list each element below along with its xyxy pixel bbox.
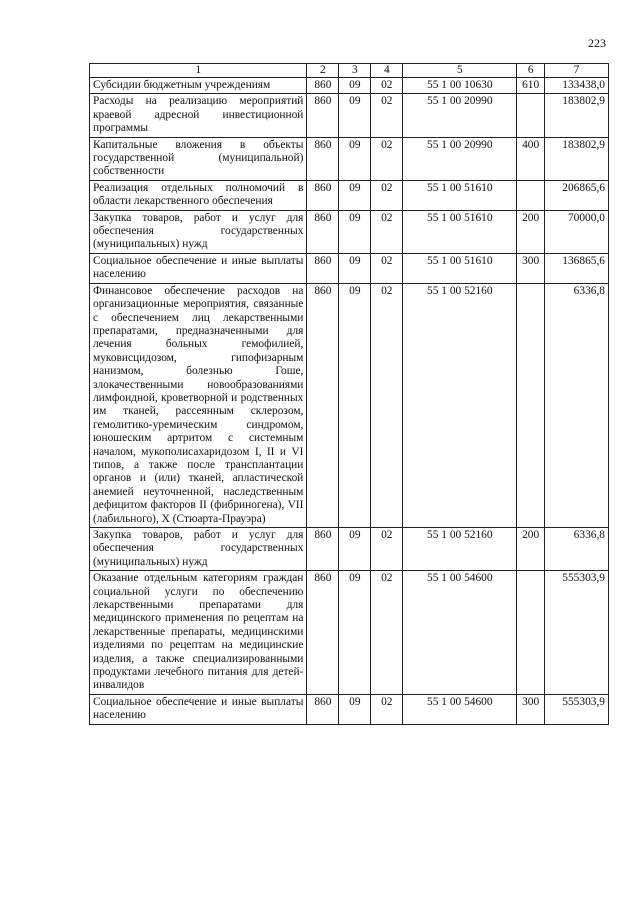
target-article-cell: 55 1 00 10630 <box>403 78 517 94</box>
grbs-code-cell: 860 <box>307 180 339 210</box>
column-header: 3 <box>339 64 371 78</box>
expense-type-cell: 200 <box>517 528 545 571</box>
grbs-code-cell: 860 <box>307 137 339 180</box>
amount-cell: 133438,0 <box>545 78 609 94</box>
table-row <box>90 210 609 253</box>
item-name-cell: Реализация отдельных полномочий в области лекарственного обеспечения <box>90 180 307 210</box>
section-code-cell: 09 <box>339 694 371 724</box>
item-name-cell: Оказание отдельным категориям граждан социальной услуги по обеспечению лекарственными препаратами для медицинского применения по рецептам на лекарственные препараты, медицинскими изделиями по рецептам на медицинские изделия, а также специализированными продуктами лечебного питания для детей-инвалидов <box>90 571 307 695</box>
target-article-cell: 55 1 00 51610 <box>403 253 517 283</box>
amount-cell: 555303,9 <box>545 694 609 724</box>
column-header: 7 <box>545 64 609 78</box>
subsection-code-cell: 02 <box>371 253 403 283</box>
target-article-cell: 55 1 00 20990 <box>403 137 517 180</box>
amount-cell: 206865,6 <box>545 180 609 210</box>
budget-table <box>89 63 609 725</box>
amount-cell: 70000,0 <box>545 210 609 253</box>
page-number: 223 <box>588 36 606 50</box>
expense-type-cell: 300 <box>517 253 545 283</box>
table-row <box>90 94 609 137</box>
table-row <box>90 78 609 94</box>
target-article-cell: 55 1 00 52160 <box>403 528 517 571</box>
item-name-cell: Расходы на реализацию мероприятий краевой адресной инвестиционной программы <box>90 94 307 137</box>
expense-type-cell <box>517 283 545 527</box>
table-body <box>90 78 609 725</box>
grbs-code-cell: 860 <box>307 210 339 253</box>
subsection-code-cell: 02 <box>371 283 403 527</box>
expense-type-cell <box>517 180 545 210</box>
item-name-cell: Закупка товаров, работ и услуг для обеспечения государственных (муниципальных) нужд <box>90 528 307 571</box>
expense-type-cell: 610 <box>517 78 545 94</box>
target-article-cell: 55 1 00 54600 <box>403 571 517 695</box>
subsection-code-cell: 02 <box>371 210 403 253</box>
table-row <box>90 253 609 283</box>
expense-type-cell: 200 <box>517 210 545 253</box>
column-header: 5 <box>403 64 517 78</box>
table-row <box>90 283 609 527</box>
subsection-code-cell: 02 <box>371 528 403 571</box>
grbs-code-cell: 860 <box>307 253 339 283</box>
amount-cell: 183802,9 <box>545 94 609 137</box>
grbs-code-cell: 860 <box>307 528 339 571</box>
amount-cell: 183802,9 <box>545 137 609 180</box>
table-row <box>90 137 609 180</box>
expense-type-cell <box>517 94 545 137</box>
subsection-code-cell: 02 <box>371 180 403 210</box>
grbs-code-cell: 860 <box>307 78 339 94</box>
section-code-cell: 09 <box>339 180 371 210</box>
target-article-cell: 55 1 00 20990 <box>403 94 517 137</box>
item-name-cell: Закупка товаров, работ и услуг для обеспечения государственных (муниципальных) нужд <box>90 210 307 253</box>
target-article-cell: 55 1 00 51610 <box>403 210 517 253</box>
expense-type-cell: 400 <box>517 137 545 180</box>
amount-cell: 6336,8 <box>545 283 609 527</box>
subsection-code-cell: 02 <box>371 571 403 695</box>
section-code-cell: 09 <box>339 137 371 180</box>
table-row <box>90 694 609 724</box>
column-header: 4 <box>371 64 403 78</box>
column-header: 2 <box>307 64 339 78</box>
section-code-cell: 09 <box>339 571 371 695</box>
section-code-cell: 09 <box>339 253 371 283</box>
grbs-code-cell: 860 <box>307 694 339 724</box>
item-name-cell: Финансовое обеспечение расходов на организационные мероприятия, связанные с обеспечением лиц лекарственными препаратами, предназначенными для лечения больных гемофилией, муковисцидозом, гипофизарным нанизмом, болезнью Гоше, злокачественными новообразованиями лимфоидной, кроветворной и родственных им тканей, рассеянным склерозом, гемолитико-уремическим синдромом, юношеским артритом с системным началом, мукополисахаридозом I, II и VI типов, а также после трансплантации органов и (или) тканей, апластической анемией неуточненной, наследственным дефицитом факторов II (фибриногена), VII (лабильного), X (Стюарта-Прауэра) <box>90 283 307 527</box>
grbs-code-cell: 860 <box>307 283 339 527</box>
table-header-row <box>90 64 609 78</box>
subsection-code-cell: 02 <box>371 694 403 724</box>
section-code-cell: 09 <box>339 283 371 527</box>
target-article-cell: 55 1 00 54600 <box>403 694 517 724</box>
subsection-code-cell: 02 <box>371 137 403 180</box>
section-code-cell: 09 <box>339 94 371 137</box>
table-row <box>90 528 609 571</box>
expense-type-cell: 300 <box>517 694 545 724</box>
section-code-cell: 09 <box>339 528 371 571</box>
item-name-cell: Социальное обеспечение и иные выплаты населению <box>90 694 307 724</box>
section-code-cell: 09 <box>339 78 371 94</box>
item-name-cell: Капитальные вложения в объекты государственной (муниципальной) собственности <box>90 137 307 180</box>
item-name-cell: Социальное обеспечение и иные выплаты населению <box>90 253 307 283</box>
column-header: 6 <box>517 64 545 78</box>
amount-cell: 555303,9 <box>545 571 609 695</box>
item-name-cell: Субсидии бюджетным учреждениям <box>90 78 307 94</box>
grbs-code-cell: 860 <box>307 571 339 695</box>
amount-cell: 136865,6 <box>545 253 609 283</box>
grbs-code-cell: 860 <box>307 94 339 137</box>
expense-type-cell <box>517 571 545 695</box>
amount-cell: 6336,8 <box>545 528 609 571</box>
table-row <box>90 180 609 210</box>
column-header: 1 <box>90 64 307 78</box>
target-article-cell: 55 1 00 52160 <box>403 283 517 527</box>
subsection-code-cell: 02 <box>371 78 403 94</box>
subsection-code-cell: 02 <box>371 94 403 137</box>
table-row <box>90 571 609 695</box>
target-article-cell: 55 1 00 51610 <box>403 180 517 210</box>
section-code-cell: 09 <box>339 210 371 253</box>
